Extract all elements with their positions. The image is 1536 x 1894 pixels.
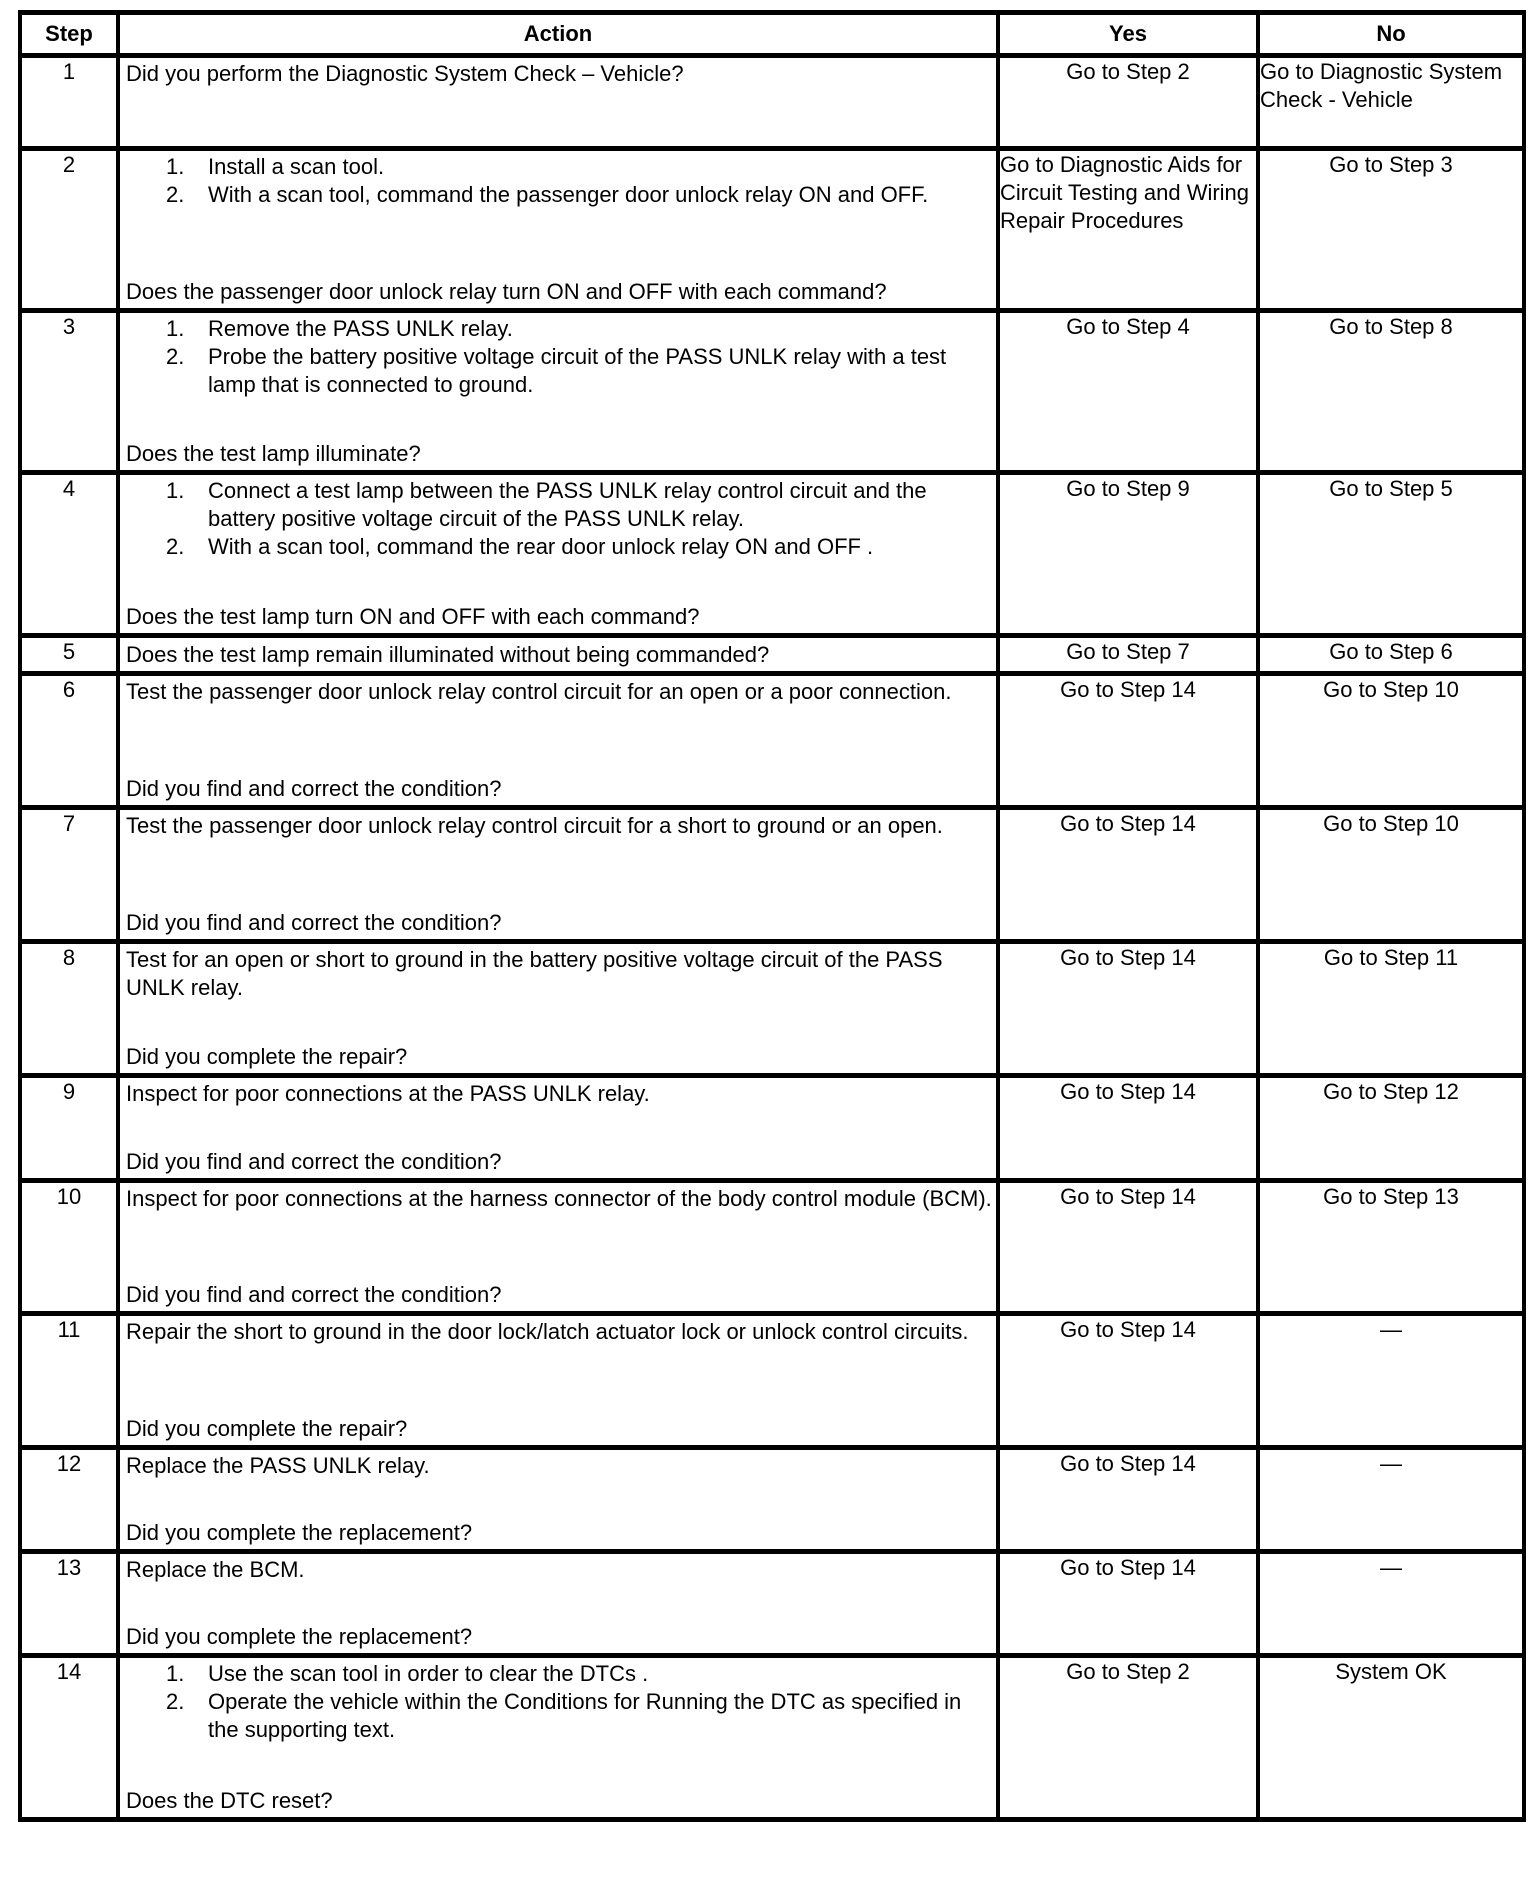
no-result: Go to Step 6: [1258, 636, 1524, 674]
action-question: Does the test lamp remain illuminated without being commanded?: [126, 642, 770, 667]
no-result: —: [1258, 1552, 1524, 1656]
action-instructions: [126, 153, 992, 209]
action-cell: [118, 1656, 998, 1820]
action-step-item: [166, 1688, 992, 1744]
action-cell: [118, 1076, 998, 1181]
step-number: 3: [20, 311, 118, 473]
yes-result: Go to Step 2: [998, 1656, 1258, 1820]
step-number: 4: [20, 473, 118, 636]
action-question: Did you complete the repair?: [126, 1416, 408, 1441]
action-instructions: [126, 1556, 992, 1584]
action-content: [120, 151, 996, 308]
action-content: [120, 638, 996, 671]
action-step-item: [166, 533, 992, 561]
action-text: Inspect for poor connections at the harness connector of the body control module (BCM).: [126, 1186, 992, 1211]
action-question: Does the passenger door unlock relay turn ON and OFF with each command?: [126, 279, 887, 304]
yes-result: Go to Step 14: [998, 808, 1258, 942]
table-row: [20, 311, 1524, 473]
header-action: Action: [118, 13, 998, 56]
table-row: [20, 1314, 1524, 1448]
action-content: [120, 58, 996, 146]
diagnostic-table: [18, 10, 1526, 1822]
yes-result: Go to Step 2: [998, 56, 1258, 149]
action-instructions: [126, 1080, 992, 1108]
action-step-text: Remove the PASS UNLK relay.: [208, 316, 513, 341]
action-cell: [118, 473, 998, 636]
yes-result: Go to Step 14: [998, 674, 1258, 808]
action-content: [120, 313, 996, 470]
action-content: [120, 810, 996, 939]
action-question: Does the test lamp turn ON and OFF with each command?: [126, 604, 700, 629]
header-step: Step: [20, 13, 118, 56]
action-step-number: 2.: [166, 182, 185, 207]
step-number: 5: [20, 636, 118, 674]
step-number: 6: [20, 674, 118, 808]
action-instructions: [126, 946, 992, 1002]
step-number: 12: [20, 1448, 118, 1552]
action-step-item: [166, 153, 992, 181]
action-cell: [118, 149, 998, 311]
step-number: 11: [20, 1314, 118, 1448]
yes-result: Go to Diagnostic Aids for Circuit Testing and Wiring Repair Procedures: [998, 149, 1258, 311]
table-row: [20, 1656, 1524, 1820]
action-text: Test the passenger door unlock relay control circuit for a short to ground or an open.: [126, 813, 943, 838]
action-question: Did you complete the repair?: [126, 1044, 408, 1069]
action-cell: [118, 56, 998, 149]
action-step-item: [166, 477, 992, 533]
action-instructions: [126, 60, 992, 88]
action-step-text: Install a scan tool.: [208, 154, 385, 179]
no-result: Go to Step 10: [1258, 808, 1524, 942]
action-instructions: [126, 812, 992, 840]
action-step-item: [166, 315, 992, 343]
action-step-text: Operate the vehicle within the Conditions for Running the DTC as specified in the supporting text.: [208, 1689, 962, 1742]
yes-result: Go to Step 7: [998, 636, 1258, 674]
action-cell: [118, 1552, 998, 1656]
action-cell: [118, 311, 998, 473]
action-cell: [118, 674, 998, 808]
table-row: [20, 473, 1524, 636]
action-question: Did you complete the replacement?: [126, 1624, 473, 1649]
step-number: 9: [20, 1076, 118, 1181]
action-text: Test for an open or short to ground in the battery positive voltage circuit of the PASS UNLK relay.: [126, 947, 943, 1000]
action-step-number: 1.: [166, 478, 185, 503]
header-yes: Yes: [998, 13, 1258, 56]
no-result: Go to Step 12: [1258, 1076, 1524, 1181]
step-number: 14: [20, 1656, 118, 1820]
no-result: Go to Step 10: [1258, 674, 1524, 808]
yes-result: Go to Step 14: [998, 1076, 1258, 1181]
yes-result: Go to Step 9: [998, 473, 1258, 636]
no-result: Go to Step 13: [1258, 1181, 1524, 1314]
table-row: [20, 1076, 1524, 1181]
table-row: [20, 1448, 1524, 1552]
table-row: [20, 1552, 1524, 1656]
action-cell: [118, 1314, 998, 1448]
action-content: [120, 676, 996, 805]
no-result: System OK: [1258, 1656, 1524, 1820]
no-result: Go to Step 5: [1258, 473, 1524, 636]
action-step-text: Use the scan tool in order to clear the DTCs .: [208, 1661, 649, 1686]
action-step-text: With a scan tool, command the rear door unlock relay ON and OFF .: [208, 534, 874, 559]
step-number: 2: [20, 149, 118, 311]
action-step-number: 2.: [166, 534, 185, 559]
yes-result: Go to Step 14: [998, 1448, 1258, 1552]
action-step-number: 1.: [166, 154, 185, 179]
action-cell: [118, 1448, 998, 1552]
action-step-number: 2.: [166, 344, 185, 369]
table-row: [20, 942, 1524, 1076]
yes-result: Go to Step 14: [998, 1181, 1258, 1314]
action-step-item: [166, 343, 992, 399]
action-question: Does the DTC reset?: [126, 1788, 333, 1813]
table-row: [20, 1181, 1524, 1314]
yes-result: Go to Step 14: [998, 1314, 1258, 1448]
action-step-list: [126, 315, 992, 399]
action-question: Did you find and correct the condition?: [126, 1149, 502, 1174]
header-no: No: [1258, 13, 1524, 56]
action-text: Did you perform the Diagnostic System Check – Vehicle?: [126, 61, 684, 86]
step-number: 8: [20, 942, 118, 1076]
action-instructions: [126, 1452, 992, 1480]
action-instructions: [126, 477, 992, 561]
action-instructions: [126, 678, 992, 706]
action-text: Test the passenger door unlock relay control circuit for an open or a poor connection.: [126, 679, 952, 704]
action-step-text: With a scan tool, command the passenger door unlock relay ON and OFF.: [208, 182, 929, 207]
action-question: Did you find and correct the condition?: [126, 1282, 502, 1307]
step-number: 13: [20, 1552, 118, 1656]
action-content: [120, 944, 996, 1073]
yes-result: Go to Step 14: [998, 942, 1258, 1076]
no-result: —: [1258, 1448, 1524, 1552]
action-cell: [118, 808, 998, 942]
action-step-list: [126, 1660, 992, 1744]
action-step-text: Connect a test lamp between the PASS UNLK relay control circuit and the battery positive voltage circuit of the PASS UNLK relay.: [208, 478, 927, 531]
action-text: Replace the BCM.: [126, 1557, 305, 1582]
header-row: [20, 13, 1524, 56]
step-number: 1: [20, 56, 118, 149]
action-step-list: [126, 477, 992, 561]
action-step-item: [166, 1660, 992, 1688]
action-step-number: 1.: [166, 1661, 185, 1686]
action-instructions: [126, 315, 992, 399]
action-step-text: Probe the battery positive voltage circuit of the PASS UNLK relay with a test lamp that is connected to ground.: [208, 344, 947, 397]
action-content: [120, 1450, 996, 1549]
action-step-list: [126, 153, 992, 209]
action-text: Replace the PASS UNLK relay.: [126, 1453, 430, 1478]
action-question: Did you find and correct the condition?: [126, 910, 502, 935]
action-question: Did you find and correct the condition?: [126, 776, 502, 801]
action-text: Repair the short to ground in the door lock/latch actuator lock or unlock control circuits.: [126, 1319, 969, 1344]
action-content: [120, 1554, 996, 1653]
no-result: —: [1258, 1314, 1524, 1448]
action-step-number: 1.: [166, 316, 185, 341]
action-instructions: [126, 1660, 992, 1744]
step-number: 7: [20, 808, 118, 942]
action-content: [120, 1183, 996, 1311]
yes-result: Go to Step 4: [998, 311, 1258, 473]
action-content: [120, 475, 996, 633]
action-content: [120, 1658, 996, 1817]
table-row: [20, 808, 1524, 942]
action-content: [120, 1316, 996, 1445]
action-content: [120, 1078, 996, 1178]
yes-result: Go to Step 14: [998, 1552, 1258, 1656]
action-question: Did you complete the replacement?: [126, 1520, 473, 1545]
action-instructions: [126, 1185, 992, 1213]
action-question: Does the test lamp illuminate?: [126, 441, 421, 466]
no-result: Go to Step 8: [1258, 311, 1524, 473]
action-instructions: [126, 1318, 992, 1346]
action-step-number: 2.: [166, 1689, 185, 1714]
table-row: [20, 636, 1524, 674]
action-text: Inspect for poor connections at the PASS UNLK relay.: [126, 1081, 650, 1106]
action-cell: [118, 1181, 998, 1314]
no-result: Go to Diagnostic System Check - Vehicle: [1258, 56, 1524, 149]
action-cell: [118, 942, 998, 1076]
table-row: [20, 56, 1524, 149]
no-result: Go to Step 11: [1258, 942, 1524, 1076]
action-step-item: [166, 181, 992, 209]
action-cell: [118, 636, 998, 674]
table-row: [20, 149, 1524, 311]
step-number: 10: [20, 1181, 118, 1314]
no-result: Go to Step 3: [1258, 149, 1524, 311]
table-body: [20, 56, 1524, 1820]
table-row: [20, 674, 1524, 808]
